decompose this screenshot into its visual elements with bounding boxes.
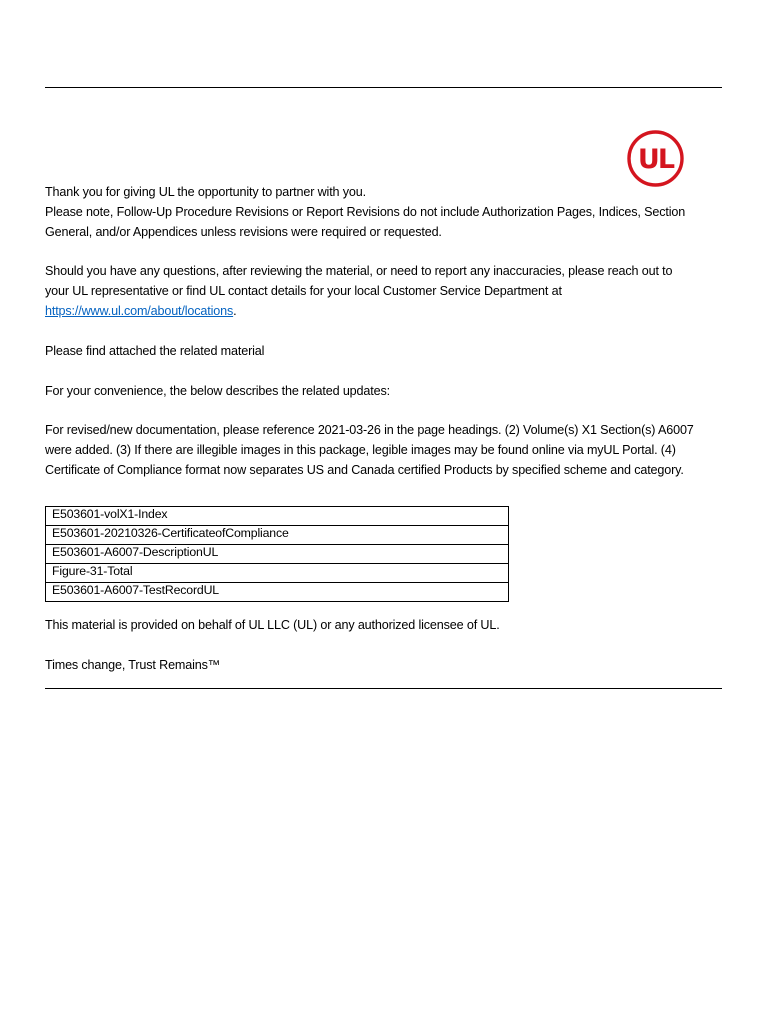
file-name-cell: E503601-volX1-Index [46,507,509,526]
intro-line-2: Please note, Follow-Up Procedure Revisions or Report Revisions do not include Authorization Pages, Indices, Section [45,204,686,219]
bottom-divider [45,688,722,689]
file-name-cell: E503601-A6007-TestRecordUL [46,583,509,602]
attached-text: Please find attached the related material [45,344,265,358]
intro-line-3: General, and/or Appendices unless revisions were required or requested. [45,224,442,239]
file-name-cell: E503601-20210326-CertificateofCompliance [46,526,509,545]
locations-link-suffix: . [233,303,237,318]
questions-paragraph [45,262,725,321]
ul-logo-text: UL [637,144,674,175]
table-row [46,507,509,526]
file-name-cell: Figure-31-Total [46,564,509,583]
provided-paragraph [45,616,725,636]
convenience-text: For your convenience, the below describes the related updates: [45,384,390,398]
table-row [46,583,509,602]
questions-line-1: Should you have any questions, after reviewing the material, or need to report any inaccuracies, please reach out to [45,264,673,278]
top-divider [45,87,722,88]
questions-line-3 [45,302,725,322]
files-table [45,506,509,602]
table-row [46,545,509,564]
locations-link[interactable]: https://www.ul.com/about/locations [45,303,234,318]
attached-paragraph [45,342,725,362]
revised-line-3: Certificate of Compliance format now separates US and Canada certified Products by specified scheme and category. [45,462,684,477]
tagline-text: Times change, Trust Remains™ [45,658,221,672]
questions-line-2: your UL representative or find UL contact details for your local Customer Service Department at [45,283,562,298]
intro-line-1: Thank you for giving UL the opportunity to partner with you. [45,185,366,199]
revised-line-1: For revised/new documentation, please reference 2021-03-26 in the page headings. (2) Volume(s) X1 Section(s) A6007 [45,423,694,437]
table-row [46,564,509,583]
intro-paragraph [45,183,725,242]
convenience-paragraph [45,382,725,402]
provided-text: This material is provided on behalf of UL LLC (UL) or any authorized licensee of UL. [45,618,500,632]
revised-paragraph [45,421,725,480]
ul-logo [627,130,684,187]
file-name-cell: E503601-A6007-DescriptionUL [46,545,509,564]
tagline-paragraph [45,656,725,676]
revised-line-2: were added. (3) If there are illegible images in this package, legible images may be found online via myUL Portal. (4) [45,442,676,457]
table-row [46,526,509,545]
